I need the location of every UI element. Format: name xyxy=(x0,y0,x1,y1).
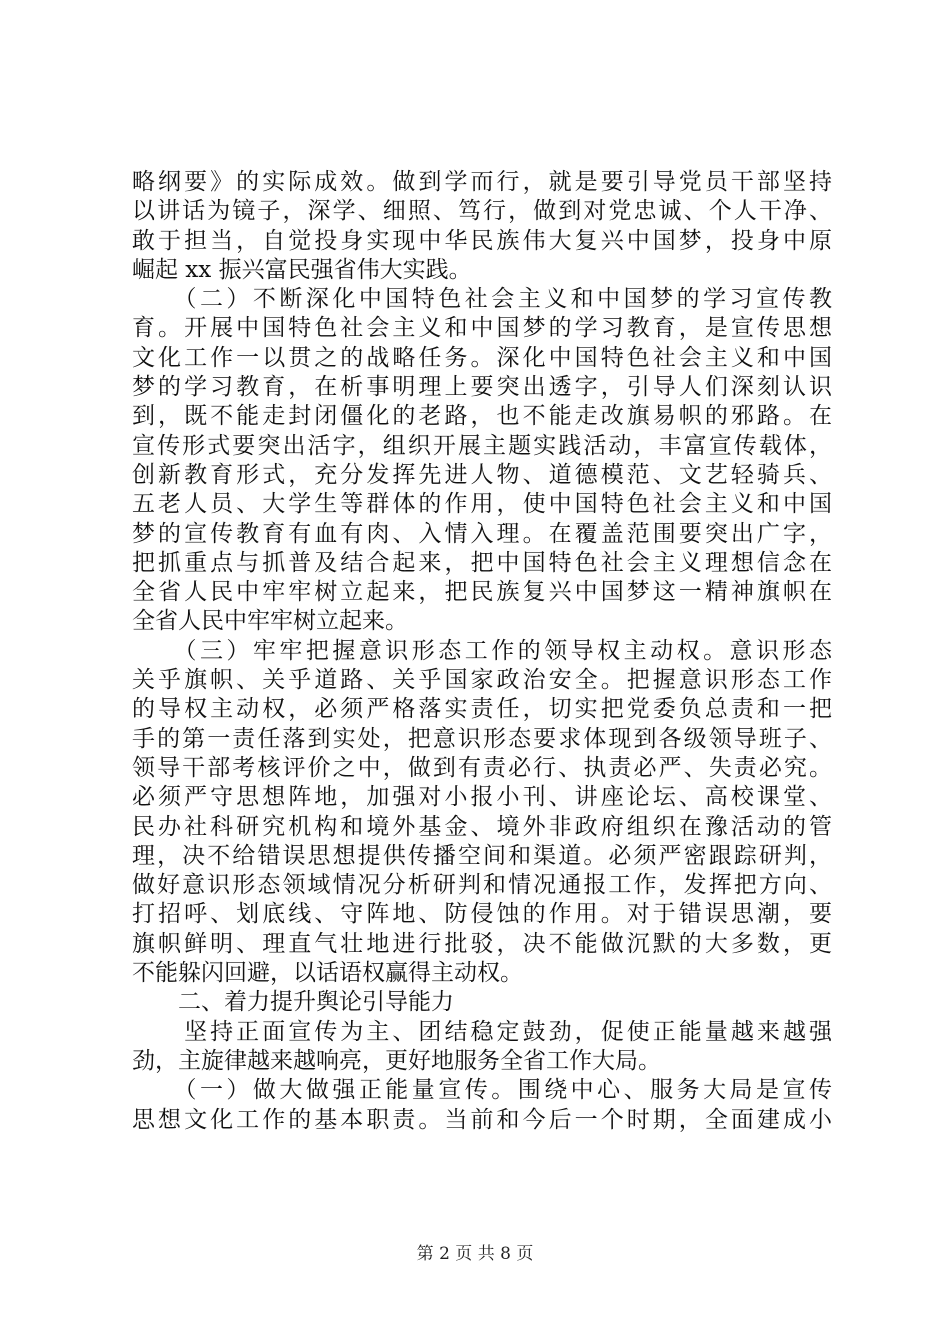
text-line: 全省人民中牢牢树立起来。 xyxy=(132,608,408,635)
text-line: 民办社科研究机构和境外基金、境外非政府组织在豫活动的管 xyxy=(132,813,832,840)
page-footer: 第 2 页 共 8 页 xyxy=(416,1244,534,1264)
document-body xyxy=(132,168,832,1135)
text-line: 梦的学习教育，在析事明理上要突出透字，引导人们深刻认识 xyxy=(132,374,832,401)
text-line: 崛起 xx 振兴富民强省伟大实践。 xyxy=(132,256,472,283)
text-line: 劲，主旋律越来越响亮，更好地服务全省工作大局。 xyxy=(132,1047,661,1074)
text-line: 旗帜鲜明、理直气壮地进行批驳，决不能做沉默的大多数，更 xyxy=(132,930,832,957)
text-line: 理，决不给错误思想提供传播空间和渠道。必须严密跟踪研判， xyxy=(132,842,832,869)
text-line: 打招呼、划底线、守阵地、防侵蚀的作用。对于错误思潮，要 xyxy=(132,901,832,928)
text-line: 以讲话为镜子，深学、细照、笃行，做到对党忠诚、个人干净、 xyxy=(132,198,832,225)
text-line: 创新教育形式，充分发挥先进人物、道德模范、文艺轻骑兵、 xyxy=(132,461,832,488)
text-line: 到，既不能走封闭僵化的老路，也不能走改旗易帜的邪路。在 xyxy=(132,403,832,430)
text-line: 思想文化工作的基本职责。当前和今后一个时期，全面建成小 xyxy=(132,1106,832,1133)
text-line: 不能躲闪回避，以话语权赢得主动权。 xyxy=(132,960,523,987)
text-line: 敢于担当，自觉投身实现中华民族伟大复兴中国梦，投身中原 xyxy=(132,227,832,254)
text-line: 全省人民中牢牢树立起来，把民族复兴中国梦这一精神旗帜在 xyxy=(132,579,832,606)
text-line: 必须严守思想阵地，加强对小报小刊、讲座论坛、高校课堂、 xyxy=(132,784,832,811)
text-line: 的导权主动权，必须严格落实责任，切实把党委负总责和一把 xyxy=(132,696,832,723)
text-line: 五老人员、大学生等群体的作用，使中国特色社会主义和中国 xyxy=(132,491,832,518)
text-line: 梦的宣传教育有血有肉、入情入理。在覆盖范围要突出广字， xyxy=(132,520,832,547)
text-line: 关乎旗帜、关乎道路、关乎国家政治安全。把握意识形态工作 xyxy=(132,667,832,694)
text-line: 育。开展中国特色社会主义和中国梦的学习教育，是宣传思想 xyxy=(132,315,832,342)
text-line: 略纲要》的实际成效。做到学而行，就是要引导党员干部坚持 xyxy=(132,169,832,195)
text-line: （一）做大做强正能量宣传。围绕中心、服务大局是宣传 xyxy=(132,1077,832,1104)
text-line: （三）牢牢把握意识形态工作的领导权主动权。意识形态 xyxy=(132,637,832,664)
text-line: 领导干部考核评价之中，做到有责必行、执责必严、失责必究。 xyxy=(132,754,832,781)
text-line: 文化工作一以贯之的战略任务。深化中国特色社会主义和中国 xyxy=(132,344,832,371)
text-line: 二、着力提升舆论引导能力 xyxy=(132,989,454,1016)
text-line: 做好意识形态领域情况分析研判和情况通报工作，发挥把方向、 xyxy=(132,872,832,899)
text-line: 把抓重点与抓普及结合起来，把中国特色社会主义理想信念在 xyxy=(132,549,832,576)
text-line: 宣传形式要突出活字，组织开展主题实践活动，丰富宣传载体， xyxy=(132,432,832,459)
text-line: 手的第一责任落到实处，把意识形态要求体现到各级领导班子、 xyxy=(132,725,832,752)
text-line: 坚持正面宣传为主、团结稳定鼓劲，促使正能量越来越强 xyxy=(132,1018,832,1045)
text-line: （二）不断深化中国特色社会主义和中国梦的学习宣传教 xyxy=(132,286,832,313)
